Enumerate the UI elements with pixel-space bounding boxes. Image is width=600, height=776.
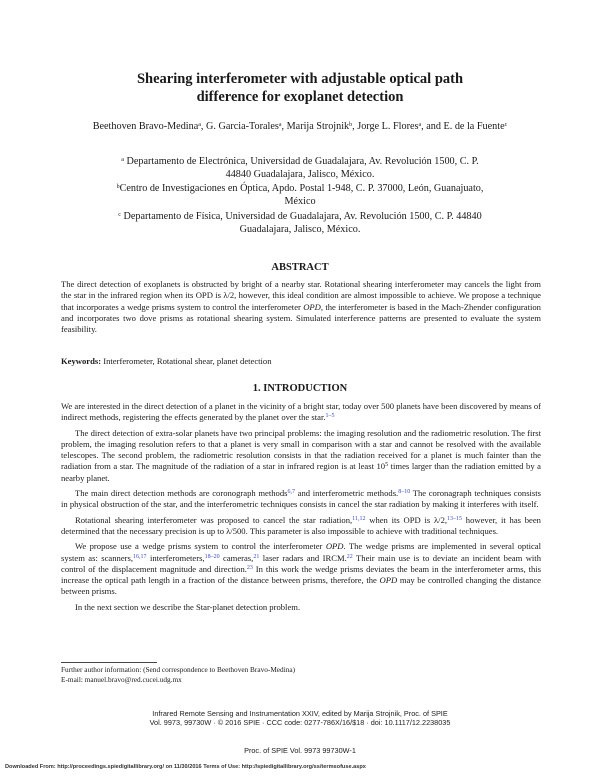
citation-link[interactable]: 11,12 bbox=[352, 515, 366, 522]
author-affil-mark: c bbox=[504, 122, 508, 128]
keywords-text: Interferometer, Rotational shear, planet detection bbox=[103, 356, 272, 366]
paragraph-text: Their main use is to deviate an incident beam with control of the displacement magnitude and direction. bbox=[61, 552, 541, 574]
abstract-text: , the interferometer is based in the Mach-Zhender configuration and incorporates two dove prisms as rotational shearing system. Simulated interference patterns are presented to evaluate the system feasibility. bbox=[61, 301, 541, 335]
keywords bbox=[61, 356, 541, 367]
paragraph-text: . The wedge prisms are implemented in several optical system as: scanners, bbox=[61, 541, 541, 563]
paragraph-text: times larger than the radiation emitted by a nearby planet. bbox=[61, 461, 541, 483]
affiliation-mark: c bbox=[118, 212, 121, 218]
copyright-line: Vol. 9973, 99730W · © 2016 SPIE · CCC code: 0277-786X/16/$18 · doi: 10.1117/12.2238035 bbox=[149, 718, 451, 728]
paragraph bbox=[61, 428, 541, 484]
paragraph-text: We are interested in the direct detection of a planet in the vicinity of a bright star, today over 500 planets have been discovered by means of indirect methods, registering the effects generated by the planet over the star. bbox=[61, 401, 541, 423]
paragraph: In the next section we describe the Star-planet detection problem. bbox=[75, 601, 301, 612]
footnote-author-info: Further author information: (Send correspondence to Beethoven Bravo-Medina) bbox=[61, 665, 296, 674]
exponent: 5 bbox=[385, 462, 389, 469]
paragraph-text: cameras, bbox=[219, 552, 254, 563]
author-list: Beethoven Bravo-Medina$^a$, G. Garcia-Torales$^a$, Marija Strojnik$^b$, Jorge L. Flores$^a$, and E. de la Fuente$^c$ bbox=[92, 121, 508, 132]
paragraph-text: We propose use a wedge prisms system to control the interferometer bbox=[75, 541, 326, 552]
paragraph-text: The coronagraph techniques consists in physical obstruction of the star, and the interferometric techniques consists in cancel the star radiation by making it interferes with itself. bbox=[61, 488, 542, 510]
affiliation-a bbox=[60, 155, 540, 181]
footnotes bbox=[61, 665, 541, 684]
author-name: E. de la Fuente bbox=[443, 121, 505, 132]
affiliation-line: Guadalajara, Jalisco, México. bbox=[239, 224, 361, 235]
paragraph-text: may be controlled changing the distance between prisms. bbox=[61, 575, 541, 597]
paragraph-text: The main direct detection methods are coronograph methods bbox=[75, 488, 288, 499]
opd-term: OPD bbox=[325, 541, 344, 552]
citation-link[interactable]: 21 bbox=[253, 553, 260, 560]
citation-link[interactable]: 22 bbox=[346, 553, 353, 560]
affiliation-line: Departamento de Física, Universidad de Guadalajara, Av. Revolución 1500, C. P. 44840 bbox=[123, 211, 482, 222]
paragraph bbox=[61, 401, 541, 424]
citation-link[interactable]: 6,7 bbox=[287, 489, 295, 496]
copyright-line: Infrared Remote Sensing and Instrumentation XXIV, edited by Marija Strojnik, Proc. of SPIE bbox=[152, 709, 448, 718]
citation-link[interactable]: 1–5 bbox=[325, 413, 335, 420]
abstract-text: The direct detection of exoplanets is obstructed by bright of a nearby star. Rotational shearing interferometer may cancels the light from the star in the infrared region when its OPD is λ/2, however, this ideal condition are almost impossible to achieve. We propose a technique that incorporates a wedge prisms system to control the interferometer bbox=[61, 279, 541, 312]
footnote-email[interactable]: E-mail: manuel.bravo@red.cucei.udg.mx bbox=[61, 674, 182, 684]
paper-title bbox=[60, 70, 540, 106]
affiliation-mark: b bbox=[116, 184, 120, 190]
abstract-heading: ABSTRACT bbox=[271, 262, 329, 273]
citation-link[interactable]: 18–20 bbox=[204, 553, 220, 560]
footnote-divider bbox=[61, 662, 157, 663]
paragraph bbox=[61, 515, 541, 538]
author-affil-mark: a bbox=[418, 122, 422, 128]
author-name: Jorge L. Flores bbox=[357, 121, 419, 132]
paragraph-text: and interferometric methods. bbox=[294, 488, 399, 499]
affiliation-line: Centro de Investigaciones en Óptica, Apdo. Postal 1-948, C. P. 37000, León, Guanajuato, bbox=[119, 183, 484, 194]
opd-term: OPD bbox=[379, 575, 398, 586]
affiliation-mark: a bbox=[121, 157, 124, 163]
abstract-opd: OPD bbox=[303, 301, 321, 312]
paragraph-text: laser radars and IRCM. bbox=[259, 552, 347, 563]
affiliation-line: Departamento de Electrónica, Universidad de Guadalajara, Av. Revolución 1500, C. P. bbox=[126, 156, 479, 167]
author-affil-mark: b bbox=[349, 122, 353, 128]
paragraph bbox=[61, 541, 541, 597]
paragraph-text: interferometers, bbox=[146, 552, 205, 563]
affiliation-c bbox=[60, 210, 540, 236]
author-affil-mark: a bbox=[198, 122, 201, 128]
section-heading-introduction: 1. INTRODUCTION bbox=[252, 383, 348, 394]
paragraph-text: when its OPD is λ/2, bbox=[365, 514, 448, 525]
author-affil-mark: a bbox=[278, 122, 282, 128]
paragraph-text: Rotational shearing interferometer was proposed to cancel the star radiation, bbox=[75, 514, 353, 525]
citation-link[interactable]: 13–15 bbox=[447, 515, 463, 522]
author-name: Beethoven Bravo-Medina bbox=[92, 121, 199, 132]
author-name: Marija Strojnik bbox=[286, 121, 350, 132]
citation-link[interactable]: 8–10 bbox=[398, 489, 411, 496]
affiliation-line: México bbox=[284, 196, 316, 207]
page-number: Proc. of SPIE Vol. 9973 99730W-1 bbox=[244, 746, 356, 755]
title-line-2: difference for exoplanet detection bbox=[196, 89, 404, 105]
keywords-label: Keywords: bbox=[61, 356, 102, 366]
citation-link[interactable]: 16,17 bbox=[133, 553, 147, 560]
affiliation-line: 44840 Guadalajara, Jalisco, México. bbox=[225, 169, 375, 180]
copyright-block bbox=[60, 709, 540, 728]
paragraph-text: In this work the wedge prisms deviates the beam in the interferometer arms, this increase the optical path length in a fraction of the distance between prisms, therefore, the bbox=[61, 563, 541, 586]
affiliation-b bbox=[60, 182, 540, 208]
title-line-1: Shearing interferometer with adjustable optical path bbox=[136, 71, 464, 87]
citation-link[interactable]: 23 bbox=[246, 564, 253, 571]
introduction-body bbox=[61, 401, 541, 617]
author-name: G. Garcia-Torales bbox=[206, 121, 279, 132]
paragraph bbox=[61, 488, 541, 511]
paragraph-text: The direct detection of extra-solar planets have two principal problems: the imaging resolution and the radiometric resolution. The first problem, the imaging resolution refers to that a planet is very small in comparison with a star and cannot be resolved with the available telescopes. The second problem, the radiometric resolution consists in that the radiation received for a planet is much fainter than the radiation from a star. The magnitude of the radiation of a star in infrared region is at least 10 bbox=[61, 427, 541, 472]
abstract-body bbox=[61, 279, 541, 335]
download-notice[interactable]: Downloaded From: http://proceedings.spiedigitallibrary.org/ on 11/30/2016 Terms of Use: http://spiedigitallibrary.org/ss/termsofuse.aspx bbox=[5, 764, 366, 770]
paragraph-text: however, it has been determined that the necessary precision is up to λ/500. This parameter is also impossible to achieve with traditional techniques. bbox=[61, 514, 541, 536]
